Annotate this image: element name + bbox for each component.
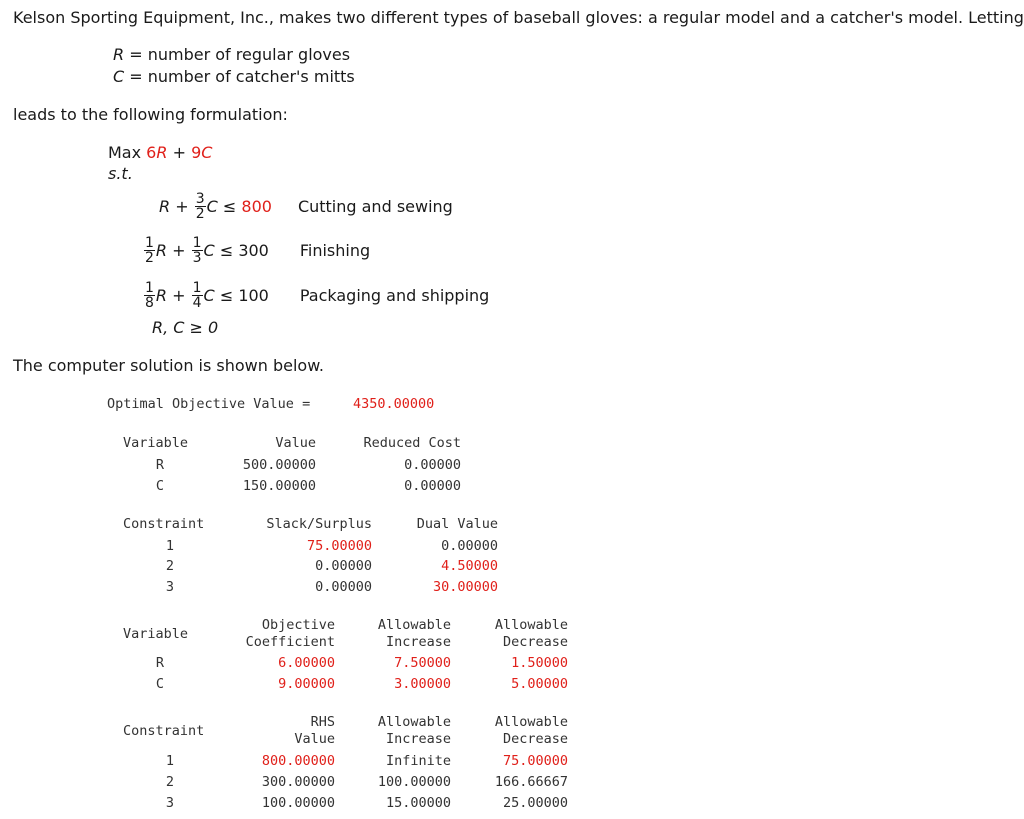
constraint-name-2: Finishing (299, 240, 371, 260)
nonnegativity: R, C ≥ 0 (152, 318, 219, 337)
objective: Max 6R + 9C (108, 143, 213, 162)
optimal-label: Optimal Objective Value = (107, 396, 311, 412)
definition-c (113, 67, 355, 86)
rhs-2: 300 (238, 240, 269, 260)
var-header-variable: Variable (123, 435, 189, 451)
table-row: 1 (165, 538, 175, 554)
frac-c3: $\frac{1}{4}$ (192, 279, 202, 311)
intro-text: Kelson Sporting Equipment, Inc., makes two different types of baseball gloves: a regular model and a catcher's model. Letting (13, 8, 1024, 27)
obj-header-variable: Variable (123, 626, 189, 642)
objective-coef-r: 6 (146, 143, 157, 162)
frac-c2: $\frac{1}{3}$ (192, 234, 202, 266)
definition-r (113, 45, 350, 64)
table-row: 3 (165, 795, 175, 811)
con-header-dual: Dual Value (416, 516, 498, 532)
table-row: C (155, 676, 165, 692)
optimal-value: 4350.00000 (353, 396, 435, 412)
table-row: R (155, 655, 165, 671)
constraint-name-1: Cutting and sewing (297, 196, 453, 216)
solution-intro: The computer solution is shown below. (13, 356, 324, 375)
leads-text: leads to the following formulation: (13, 105, 288, 124)
frac-r2: $\frac{1}{2}$ (145, 234, 154, 266)
table-row: C (155, 478, 165, 494)
objective-label: Max (108, 143, 142, 162)
table-row: R (155, 457, 165, 473)
con-header-slack: Slack/Surplus (266, 516, 372, 532)
table-row: 2 (165, 558, 175, 574)
rhs-3: 100 (238, 285, 269, 305)
rhs-header-constraint: Constraint (123, 723, 205, 739)
var-header-value: Value (275, 435, 316, 451)
con-header-constraint: Constraint (123, 516, 205, 532)
frac-c1: $\frac{3}{2}$ (195, 190, 205, 222)
constraint-3: $\frac{1}{8}$ R + $\frac{1}{4}$ C ≤ 100 Packaging and shipping (145, 279, 490, 311)
subject-to: s.t. (108, 164, 133, 183)
table-row: 1 (165, 753, 175, 769)
objective-coef-c: 9 (191, 143, 202, 162)
constraint-1: R + $\frac{3}{2}$ C ≤ 800 Cutting and sewing (159, 190, 453, 222)
constraint-2: $\frac{1}{2}$ R + $\frac{1}{3}$ C ≤ 300 Finishing (145, 234, 371, 266)
table-row: 2 (165, 774, 175, 790)
rhs-1: 800 (241, 196, 272, 216)
constraint-name-3: Packaging and shipping (299, 285, 490, 305)
def-var: R (113, 45, 125, 64)
var-header-reduced: Reduced Cost (363, 435, 461, 451)
def-text: = number of catcher's mitts (129, 67, 355, 86)
frac-r3: $\frac{1}{8}$ (145, 279, 154, 311)
table-row: 3 (165, 579, 175, 595)
def-text: = number of regular gloves (129, 45, 351, 64)
def-var: C (113, 67, 125, 86)
